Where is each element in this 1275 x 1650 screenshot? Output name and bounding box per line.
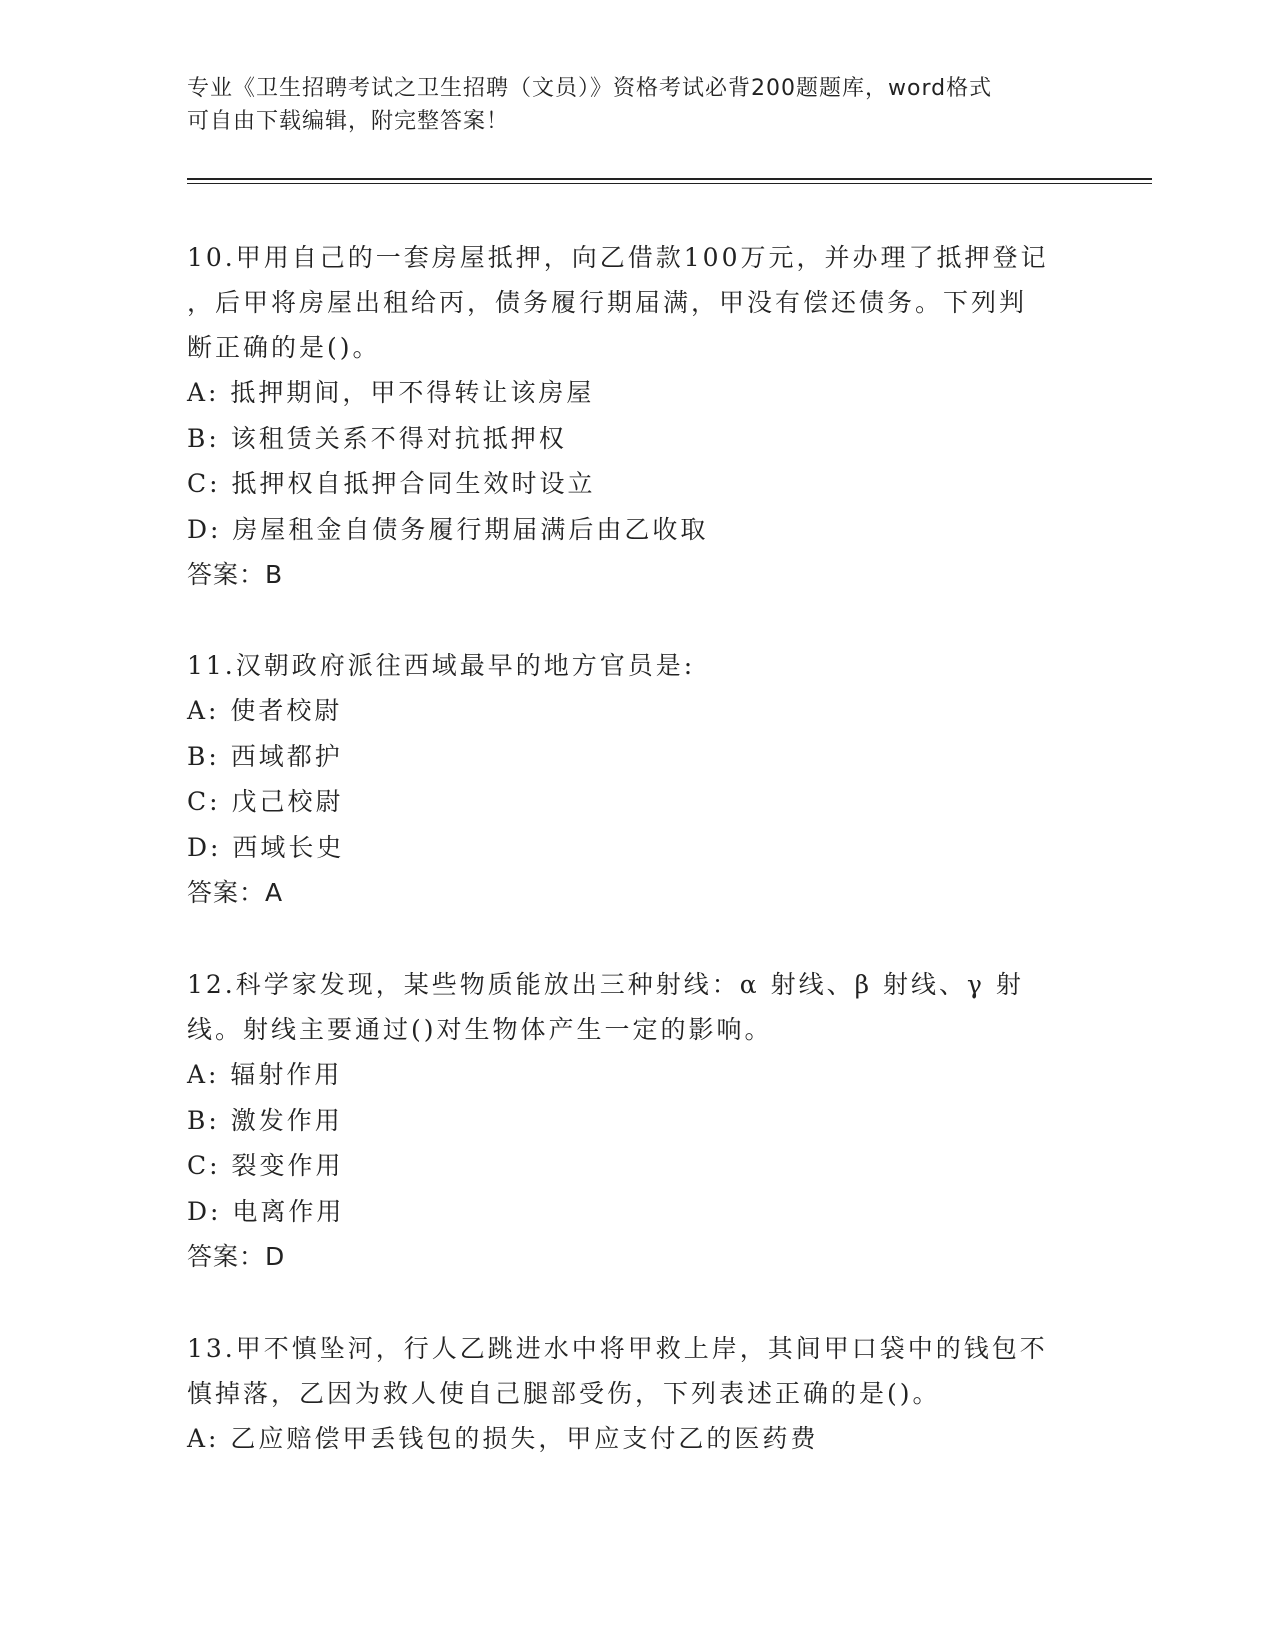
question-stem-line: 13.甲不慎坠河，行人乙跳进水中将甲救上岸，其间甲口袋中的钱包不 (187, 1334, 1048, 1363)
question-10 (187, 235, 1087, 598)
header-divider-thick (187, 178, 1152, 180)
option-c: C: 裂变作用 (187, 1151, 344, 1180)
option-b: B: 该租赁关系不得对抗抵押权 (187, 423, 567, 453)
option-d: D: 西域长史 (187, 832, 345, 862)
answer-label: 答案：D (187, 1242, 286, 1271)
option-a: A: 抵押期间，甲不得转让该房屋 (187, 378, 595, 407)
question-stem-line: 12.科学家发现，某些物质能放出三种射线：α 射线、β 射线、γ 射 (187, 970, 1024, 999)
document-header (187, 72, 1087, 138)
option-a: A: 乙应赔偿甲丢钱包的损失，甲应支付乙的医药费 (187, 1424, 819, 1453)
option-a: A: 辐射作用 (187, 1060, 343, 1089)
option-c: C: 抵押权自抵押合同生效时设立 (187, 469, 596, 498)
option-b: B: 激发作用 (187, 1105, 343, 1135)
question-stem-line: 慎掉落，乙因为救人使自己腿部受伤，下列表述正确的是()。 (187, 1379, 941, 1408)
question-stem-line: 线。射线主要通过()对生物体产生一定的影响。 (187, 1015, 773, 1044)
header-line-2: 可自由下载编辑，附完整答案！ (187, 109, 510, 134)
question-12 (187, 962, 1087, 1280)
answer-label: 答案：A (187, 878, 284, 907)
question-13 (187, 1326, 1087, 1462)
question-stem-line: ，后甲将房屋出租给丙，债务履行期届满，甲没有偿还债务。下列判 (187, 288, 1028, 317)
option-d: D: 房屋租金自债务履行期届满后由乙收取 (187, 514, 709, 544)
question-11 (187, 643, 1087, 916)
option-a: A: 使者校尉 (187, 696, 343, 725)
option-d: D: 电离作用 (187, 1196, 345, 1226)
question-stem-line: 10.甲用自己的一套房屋抵押，向乙借款100万元，并办理了抵押登记 (187, 243, 1049, 272)
question-stem-line: 断正确的是()。 (187, 333, 381, 362)
option-b: B: 西域都护 (187, 741, 343, 771)
question-stem-line: 11.汉朝政府派往西域最早的地方官员是: (187, 651, 696, 680)
option-c: C: 戊己校尉 (187, 787, 344, 816)
header-line-1: 专业《卫生招聘考试之卫生招聘（文员）》资格考试必背200题题库，word格式 (187, 76, 993, 101)
header-divider-thin (187, 183, 1152, 184)
answer-label: 答案：B (187, 560, 284, 589)
